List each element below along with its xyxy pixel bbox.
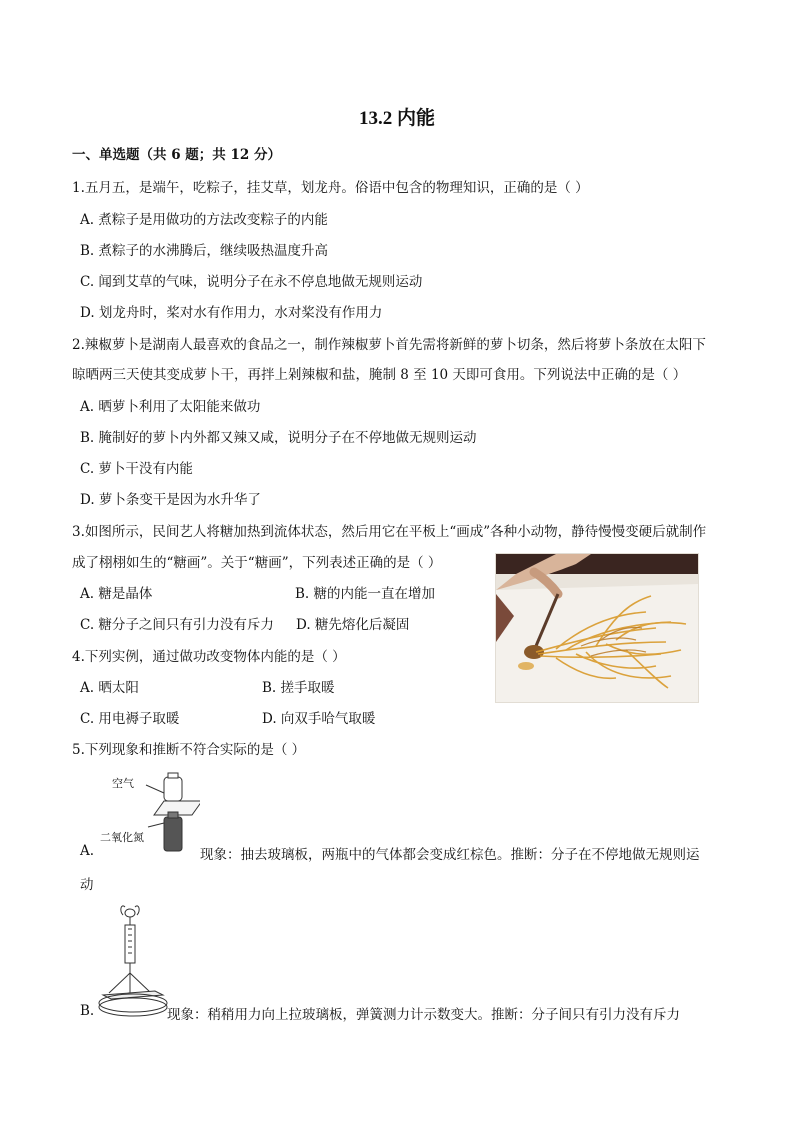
- question-5-option-a-text: 现象：抽去玻璃板，两瓶中的气体都会变成红棕色。推断：分子在不停地做无规则运: [200, 847, 700, 863]
- gas-diffusion-figure: [100, 771, 200, 855]
- question-4-option-d: D. 向双手哈气取暖: [262, 711, 376, 727]
- question-3-stem-line-2: 成了栩栩如生的“糖画”。关于“糖画”，下列表述正确的是（ ）: [72, 555, 442, 571]
- question-2-option-d: D. 萝卜条变干是因为水升华了: [80, 492, 261, 508]
- question-4-stem: 4.下列实例，通过做功改变物体内能的是（ ）: [72, 649, 346, 665]
- question-5-option-a-text-cont: 动: [80, 877, 94, 893]
- question-1-option-c: C. 闻到艾草的气味，说明分子在永不停息地做无规则运动: [80, 274, 423, 290]
- question-3-stem-line-1: 3.如图所示，民间艺人将糖加热到流体状态，然后用它在平板上“画成”各种小动物，静待慢慢变硬后就制作: [72, 524, 707, 540]
- question-5-option-a-label: A.: [80, 843, 95, 859]
- question-1-option-b: B. 煮粽子的水沸腾后，继续吸热温度升高: [80, 243, 329, 259]
- sugar-painting-photo: [495, 553, 699, 703]
- question-3-option-b: B. 糖的内能一直在增加: [295, 586, 436, 602]
- question-2-option-b: B. 腌制好的萝卜内外都又辣又咸，说明分子在不停地做无规则运动: [80, 430, 477, 446]
- fig-a-label-no2: 二氧化氮: [100, 831, 144, 844]
- question-2-option-c: C. 萝卜干没有内能: [80, 461, 193, 477]
- question-3-option-c: C. 糖分子之间只有引力没有斥力: [80, 617, 274, 633]
- question-5-option-b-text: 现象：稍稍用力向上拉玻璃板，弹簧测力计示数变大。推断：分子间只有引力没有斥力: [167, 1007, 680, 1023]
- question-2-stem-line-1: 2.辣椒萝卜是湖南人最喜欢的食品之一，制作辣椒萝卜首先需将新鲜的萝卜切条，然后将萝卜条放在太阳下: [72, 337, 706, 353]
- question-1-option-a: A. 煮粽子是用做功的方法改变粽子的内能: [80, 212, 328, 228]
- question-5-option-b-label: B.: [80, 1003, 95, 1019]
- question-3-option-a: A. 糖是晶体: [80, 586, 153, 602]
- question-1-option-d: D. 划龙舟时，桨对水有作用力，水对桨没有作用力: [80, 305, 383, 321]
- question-4-option-c: C. 用电褥子取暖: [80, 711, 180, 727]
- question-4-option-b: B. 搓手取暖: [262, 680, 335, 696]
- question-4-option-a: A. 晒太阳: [80, 680, 139, 696]
- question-5-stem: 5.下列现象和推断不符合实际的是（ ）: [72, 742, 306, 758]
- spring-scale-figure: [95, 903, 169, 1021]
- question-3-option-d: D. 糖先熔化后凝固: [296, 617, 410, 633]
- fig-a-label-air: 空气: [112, 777, 134, 790]
- question-2-stem-line-2: 晾晒两三天使其变成萝卜干，再拌上剁辣椒和盐，腌制 8 至 10 天即可食用。下列说法中正确的是（ ）: [72, 367, 687, 383]
- question-2-option-a: A. 晒萝卜利用了太阳能来做功: [80, 399, 261, 415]
- page-title: 13.2 内能: [358, 108, 435, 129]
- section-heading: 一、单选题（共 6 题；共 12 分）: [72, 147, 281, 163]
- question-1-stem: 1.五月五，是端午，吃粽子，挂艾草，划龙舟。俗语中包含的物理知识，正确的是（ ）: [72, 180, 589, 196]
